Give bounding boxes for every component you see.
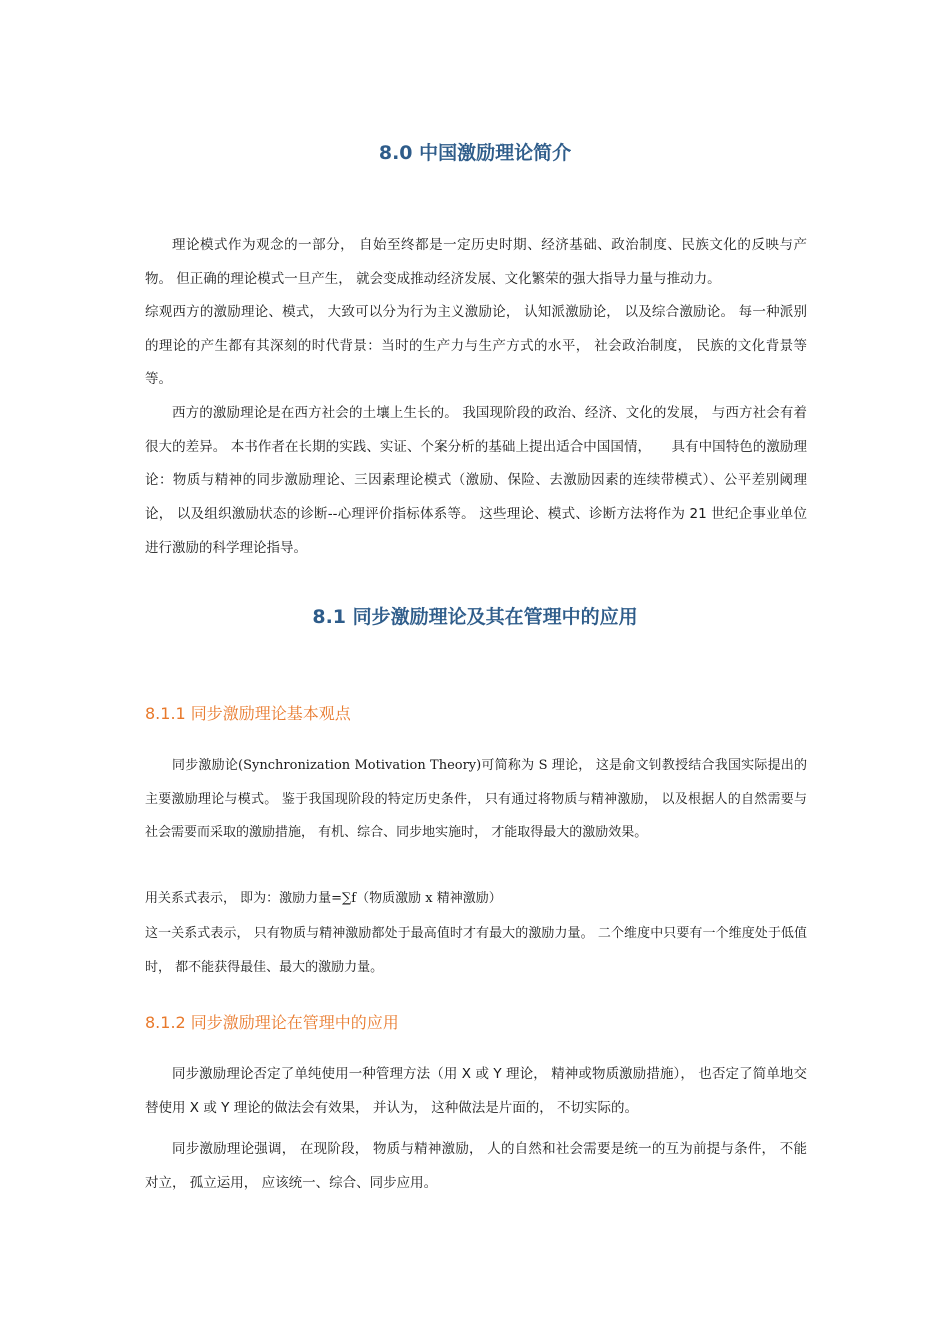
paragraph: 同步激励理论强调， 在现阶段， 物质与精神激励， 人的自然和社会需要是统一的互为前提与条件， 不能对立， 孤立运用， 应该统一、综合、同步应用。 bbox=[145, 1141, 807, 1191]
paragraph: 这一关系式表示， 只有物质与精神激励都处于最高值时才有最大的激励力量。 二个维度中只要有一个维度处于低值时， 都不能获得最佳、最大的激励力量。 bbox=[145, 926, 807, 975]
paragraph: 西方的激励理论是在西方社会的土壤上生长的。 我国现阶段的政治、经济、文化的发展， 与西方社会有着很大的差异。 本书作者在长期的实践、实证、个案分析的基础上提出适合中国国情， 具有中国特色的激励理论：物质与精神的同步激励理论、三因素理论模式（激励、保险、去激励因素的连续带模式）、公平差别阈理论， 以及组织激励状态的诊断--心理评价指标体系等。 这些理论、模式、诊断方法将作为 21 世纪企事业单位进行激励的科学理论指导。 bbox=[145, 405, 807, 556]
paragraph: 综观西方的激励理论、模式， 大致可以分为行为主义激励论， 认知派激励论， 以及综合激励论。 每一种派别的理论的产生都有其深刻的时代背景：当时的生产力与生产方式的水平， 社会政治制度， 民族的文化背景等等。 bbox=[145, 304, 807, 388]
paragraph: 同步激励论(Synchronization Motivation Theory)可简称为 S 理论， 这是俞文钊教授结合我国实际提出的主要激励理论与模式。 鉴于我国现阶段的特定历史条件， 只有通过将物质与精神激励， 以及根据人的自然需要与社会需要而采取的激励措施， 有机、综合、同步地实施时， 才能取得最大的激励效果。 bbox=[145, 758, 807, 841]
section-8-1-1-title: 8.1.1 同步激励理论基本观点 bbox=[145, 704, 351, 723]
section-8-0-title: 8.0 中国激励理论简介 bbox=[378, 142, 572, 164]
formula-line: 用关系式表示， 即为：激励力量=∑f（物质激励 x 精神激励） bbox=[145, 891, 502, 906]
section-8-1-title: 8.1 同步激励理论及其在管理中的应用 bbox=[312, 606, 638, 628]
section-8-1-2-title: 8.1.2 同步激励理论在管理中的应用 bbox=[145, 1013, 399, 1032]
paragraph: 同步激励理论否定了单纯使用一种管理方法（用 X 或 Y 理论， 精神或物质激励措施）， 也否定了简单地交替使用 X 或 Y 理论的做法会有效果， 并认为， 这种做法是片面的， 不切实际的。 bbox=[145, 1066, 807, 1116]
paragraph: 理论模式作为观念的一部分， 自始至终都是一定历史时期、经济基础、政治制度、民族文化的反映与产物。 但正确的理论模式一旦产生， 就会变成推动经济发展、文化繁荣的强大指导力量与推动力。 bbox=[145, 237, 807, 287]
